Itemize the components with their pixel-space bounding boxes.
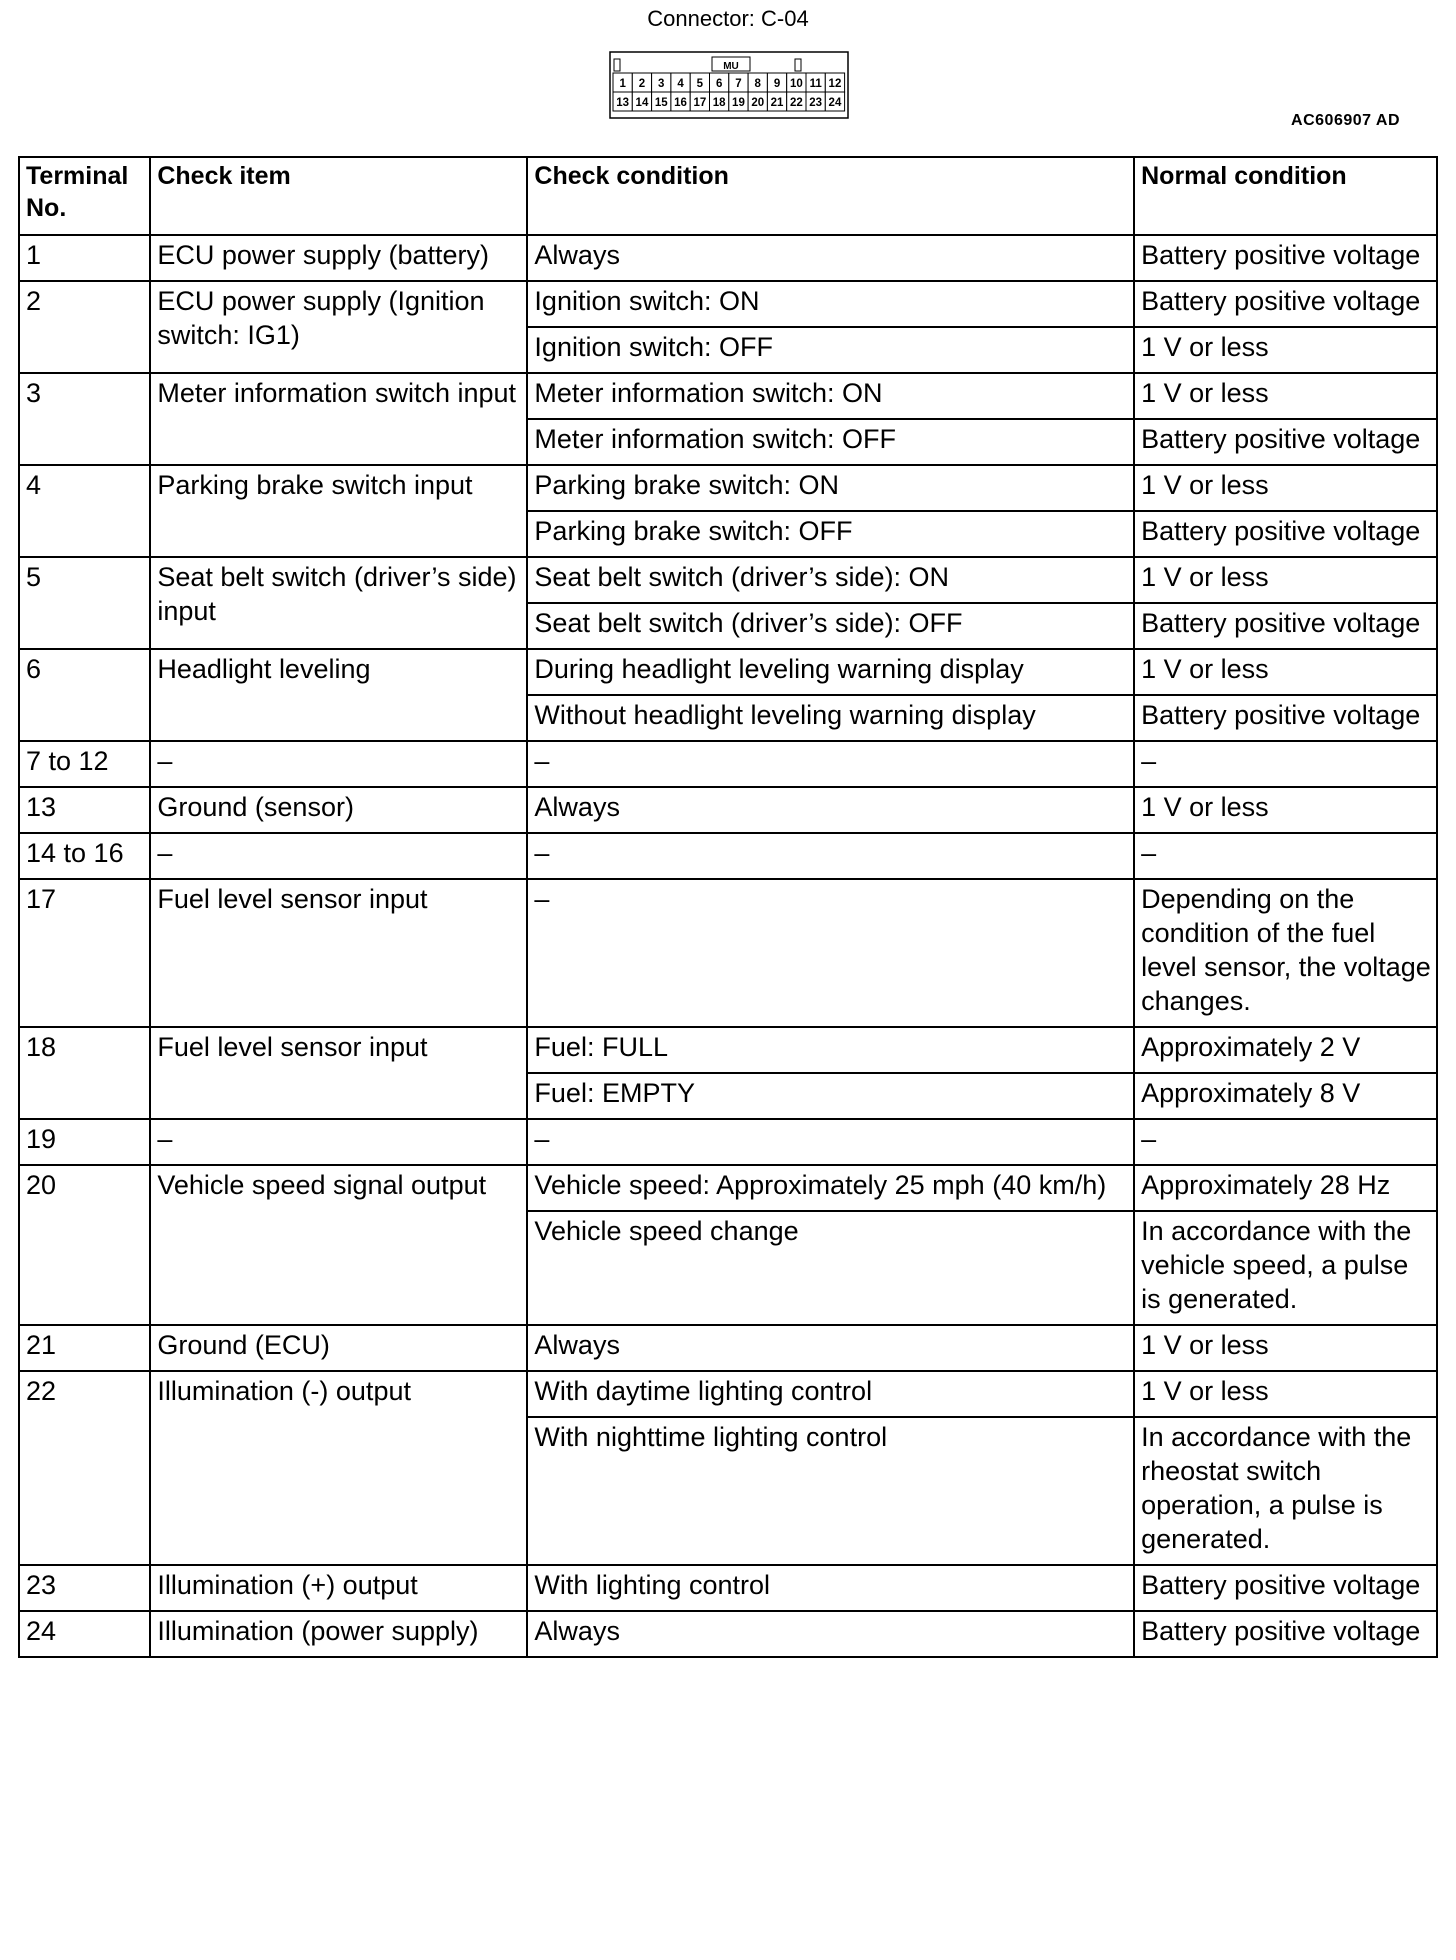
check-item-cell: Parking brake switch input [150, 465, 527, 557]
table-row [19, 557, 1437, 603]
check-item-cell: Meter information switch input [150, 373, 527, 465]
table-row [19, 1027, 1437, 1073]
check-condition-cell: Parking brake switch: ON [527, 465, 1134, 511]
check-item-cell: Fuel level sensor input [150, 879, 527, 1027]
normal-condition-cell: 1 V or less [1134, 557, 1437, 603]
check-condition-cell: – [527, 741, 1134, 787]
pin-number: 23 [809, 97, 823, 109]
check-item-cell: ECU power supply (Ignition switch: IG1) [150, 281, 527, 373]
table-row [19, 741, 1437, 787]
terminal-cell: 7 to 12 [19, 741, 150, 787]
pin-number: 17 [693, 97, 707, 109]
check-condition-cell: With daytime lighting control [527, 1371, 1134, 1417]
table-row [19, 373, 1437, 419]
check-item-cell: – [150, 833, 527, 879]
terminal-cell: 6 [19, 649, 150, 741]
pin-number: 1 [619, 78, 626, 90]
pin-number: 19 [732, 97, 745, 109]
check-condition-cell: Always [527, 787, 1134, 833]
table-row [19, 1371, 1437, 1417]
check-condition-cell: With nighttime lighting control [527, 1417, 1134, 1565]
pin-number: 3 [658, 78, 665, 90]
pin-number: 6 [715, 78, 723, 90]
terminal-cell: 3 [19, 373, 150, 465]
check-condition-cell: Ignition switch: OFF [527, 327, 1134, 373]
check-item-cell: Illumination (+) output [150, 1565, 527, 1611]
normal-condition-cell: Battery positive voltage [1134, 1611, 1437, 1657]
table-row [19, 465, 1437, 511]
normal-condition-cell: Battery positive voltage [1134, 603, 1437, 649]
check-item-cell: Seat belt switch (driver’s side) input [150, 557, 527, 649]
table-row [19, 281, 1437, 327]
figure-id: AC606907 AD [1291, 112, 1400, 129]
table-row [19, 1165, 1437, 1211]
check-condition-cell: Fuel: FULL [527, 1027, 1134, 1073]
check-condition-cell: During headlight leveling warning display [527, 649, 1134, 695]
pin-number: 10 [789, 78, 803, 90]
check-item-cell: Illumination (power supply) [150, 1611, 527, 1657]
connector-diagram [609, 51, 849, 119]
check-item-cell: ECU power supply (battery) [150, 235, 527, 281]
normal-condition-cell: Battery positive voltage [1134, 695, 1437, 741]
normal-condition-cell: 1 V or less [1134, 327, 1437, 373]
normal-condition-cell: 1 V or less [1134, 1371, 1437, 1417]
check-condition-cell: Parking brake switch: OFF [527, 511, 1134, 557]
terminal-cell: 2 [19, 281, 150, 373]
terminal-cell: 1 [19, 235, 150, 281]
terminal-cell: 18 [19, 1027, 150, 1119]
table-row [19, 649, 1437, 695]
pin-number: 20 [751, 97, 765, 109]
terminal-check-table [18, 156, 1438, 1658]
normal-condition-cell: 1 V or less [1134, 649, 1437, 695]
check-condition-cell: Always [527, 235, 1134, 281]
normal-condition-cell: Depending on the condition of the fuel level sensor, the voltage changes. [1134, 879, 1437, 1027]
terminal-cell: 21 [19, 1325, 150, 1371]
terminal-cell: 4 [19, 465, 150, 557]
normal-condition-cell: 1 V or less [1134, 373, 1437, 419]
table-row [19, 1565, 1437, 1611]
check-item-cell: Vehicle speed signal output [150, 1165, 527, 1325]
check-condition-cell: Without headlight leveling warning display [527, 695, 1134, 741]
normal-condition-cell: 1 V or less [1134, 1325, 1437, 1371]
check-item-cell: – [150, 1119, 527, 1165]
normal-condition-cell: Approximately 8 V [1134, 1073, 1437, 1119]
check-condition-cell: – [527, 833, 1134, 879]
terminal-cell: 20 [19, 1165, 150, 1325]
table-row [19, 787, 1437, 833]
normal-condition-cell: Battery positive voltage [1134, 511, 1437, 557]
normal-condition-cell: Battery positive voltage [1134, 419, 1437, 465]
pin-number: 7 [735, 78, 742, 90]
connector-title: Connector: C-04 [647, 6, 809, 31]
pin-number: 4 [677, 78, 684, 90]
terminal-cell: 23 [19, 1565, 150, 1611]
pin-number: 9 [773, 78, 781, 90]
pin-number: 21 [770, 97, 784, 109]
table-row [19, 1119, 1437, 1165]
normal-condition-cell: Approximately 28 Hz [1134, 1165, 1437, 1211]
normal-condition-cell: Battery positive voltage [1134, 235, 1437, 281]
header-check-item: Check item [150, 157, 527, 235]
normal-condition-cell: In accordance with the vehicle speed, a pulse is generated. [1134, 1211, 1437, 1325]
normal-condition-cell: – [1134, 741, 1437, 787]
check-item-cell: Ground (ECU) [150, 1325, 527, 1371]
table-row [19, 1611, 1437, 1657]
table-row [19, 879, 1437, 1027]
connector-label: MU [723, 61, 739, 72]
normal-condition-cell: In accordance with the rheostat switch operation, a pulse is generated. [1134, 1417, 1437, 1565]
check-condition-cell: Ignition switch: ON [527, 281, 1134, 327]
check-condition-cell: Meter information switch: ON [527, 373, 1134, 419]
check-item-cell: Ground (sensor) [150, 787, 527, 833]
check-condition-cell: Fuel: EMPTY [527, 1073, 1134, 1119]
check-condition-cell: Meter information switch: OFF [527, 419, 1134, 465]
table-header-row [19, 157, 1437, 235]
pin-number: 11 [809, 78, 822, 90]
normal-condition-cell: 1 V or less [1134, 465, 1437, 511]
terminal-cell: 19 [19, 1119, 150, 1165]
normal-condition-cell: Battery positive voltage [1134, 281, 1437, 327]
table-row [19, 1325, 1437, 1371]
check-item-cell: Headlight leveling [150, 649, 527, 741]
terminal-cell: 5 [19, 557, 150, 649]
table-row [19, 235, 1437, 281]
pin-number: 12 [828, 78, 842, 90]
check-condition-cell: – [527, 879, 1134, 1027]
pin-number: 8 [754, 78, 761, 90]
header-check-condition: Check condition [527, 157, 1134, 235]
pin-number: 15 [654, 97, 668, 109]
header-normal-condition: Normal condition [1134, 157, 1437, 235]
check-condition-cell: Always [527, 1325, 1134, 1371]
check-item-cell: Fuel level sensor input [150, 1027, 527, 1119]
terminal-cell: 24 [19, 1611, 150, 1657]
pin-number: 22 [789, 97, 803, 109]
normal-condition-cell: Battery positive voltage [1134, 1565, 1437, 1611]
terminal-cell: 14 to 16 [19, 833, 150, 879]
check-condition-cell: – [527, 1119, 1134, 1165]
pin-number: 24 [828, 97, 842, 109]
pin-number: 16 [674, 97, 687, 109]
terminal-cell: 22 [19, 1371, 150, 1565]
normal-condition-cell: – [1134, 833, 1437, 879]
pin-number: 14 [635, 97, 649, 109]
check-item-cell: Illumination (-) output [150, 1371, 527, 1565]
check-condition-cell: Seat belt switch (driver’s side): ON [527, 557, 1134, 603]
check-item-cell: – [150, 741, 527, 787]
pin-number: 18 [712, 97, 726, 109]
terminal-cell: 17 [19, 879, 150, 1027]
table-body [19, 235, 1437, 1657]
pin-number: 5 [696, 78, 704, 90]
pin-grid [613, 73, 845, 111]
pin-number: 13 [616, 97, 630, 109]
header-terminal: Terminal No. [19, 157, 150, 235]
table-row [19, 833, 1437, 879]
normal-condition-cell: – [1134, 1119, 1437, 1165]
normal-condition-cell: Approximately 2 V [1134, 1027, 1437, 1073]
check-condition-cell: With lighting control [527, 1565, 1134, 1611]
terminal-cell: 13 [19, 787, 150, 833]
check-condition-cell: Always [527, 1611, 1134, 1657]
check-condition-cell: Seat belt switch (driver’s side): OFF [527, 603, 1134, 649]
check-condition-cell: Vehicle speed change [527, 1211, 1134, 1325]
check-condition-cell: Vehicle speed: Approximately 25 mph (40 km/h) [527, 1165, 1134, 1211]
pin-number: 2 [638, 78, 646, 90]
normal-condition-cell: 1 V or less [1134, 787, 1437, 833]
